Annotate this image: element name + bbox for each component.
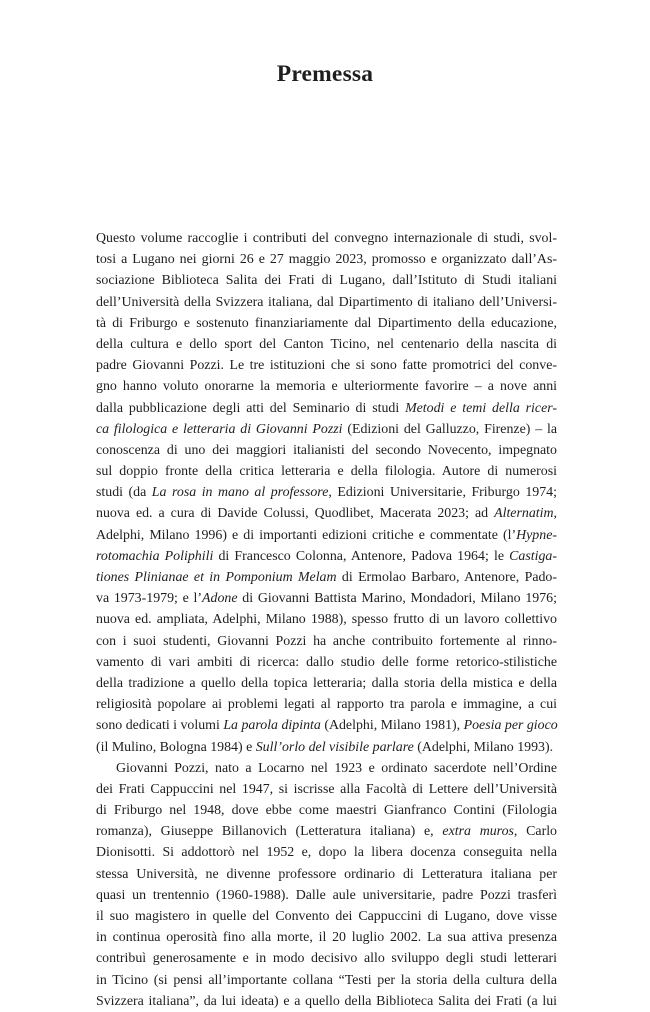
text-run: in Ticino (si pensi all’importante collana “Testi per la storia della cultura della bbox=[96, 972, 557, 988]
text-run: (il Mulino, Bologna 1984) e bbox=[96, 739, 256, 755]
text-run: dell’Università della Svizzera italiana, dal Dipartimento di italiano dell’Universi- bbox=[96, 294, 557, 310]
italic-text: Hypne- bbox=[516, 527, 557, 543]
text-line bbox=[96, 334, 557, 355]
text-run: nuova ed. ampliata, Adelphi, Milano 1988), spesso frutto di un lavoro collettivo bbox=[96, 612, 557, 628]
text-line bbox=[96, 376, 557, 397]
text-run: religiosità popolare ai problemi legati al rapporto tra parola e immagine, a cui bbox=[96, 697, 557, 713]
text-run: va 1973-1979; e l’ bbox=[96, 591, 203, 607]
text-line bbox=[96, 461, 557, 482]
text-line bbox=[96, 821, 557, 842]
italic-text: extra muros bbox=[442, 824, 514, 840]
text-line bbox=[96, 737, 557, 758]
paragraph bbox=[96, 228, 557, 758]
text-line bbox=[96, 482, 557, 503]
text-line bbox=[96, 715, 557, 736]
text-line bbox=[96, 546, 557, 567]
text-run: (Edizioni del Galluzzo, Firenze) – la bbox=[342, 421, 557, 437]
text-run: Svizzera italiana”, da lui ideata) e a quello della Biblioteca Salita dei Frati (a lui bbox=[96, 993, 557, 1009]
paragraph bbox=[96, 758, 557, 1012]
text-line bbox=[96, 652, 557, 673]
text-line bbox=[96, 609, 557, 630]
text-line bbox=[96, 270, 557, 291]
text-line bbox=[96, 525, 557, 546]
text-line bbox=[96, 355, 557, 376]
text-run: sociazione Biblioteca Salita dei Frati di Lugano, dall’Istituto di Studi italiani bbox=[96, 273, 557, 289]
text-run: (Adelphi, Milano 1981), bbox=[320, 718, 464, 734]
text-line bbox=[96, 864, 557, 885]
italic-text: ca filologica e letteraria di Giovanni Pozzi bbox=[96, 421, 343, 437]
text-run: il suo magistero in quelle del Convento dei Cappuccini di Lugano, dove visse bbox=[96, 909, 557, 924]
text-run: , Edizioni Universitarie, Friburgo 1974; bbox=[328, 485, 557, 501]
text-run: nuova ed. a cura di Davide Colussi, Quodlibet, Macerata 2023; ad bbox=[96, 506, 495, 522]
italic-text: Alternatim bbox=[494, 506, 554, 522]
text-line bbox=[96, 588, 557, 609]
italic-text: rotomachia Poliphili bbox=[96, 548, 214, 564]
text-run: stessa Università, ne divenne professore ordinario di Letteratura italiana per bbox=[96, 866, 557, 882]
text-line bbox=[96, 970, 557, 991]
text-line bbox=[96, 313, 557, 334]
text-run: di Francesco Colonna, Antenore, Padova 1964; le bbox=[213, 548, 510, 564]
text-run: quasi un trentennio (1960-1988). Dalle aule universitarie, padre Pozzi trasferì bbox=[96, 887, 557, 903]
italic-text: Castiga- bbox=[509, 548, 557, 564]
text-line bbox=[96, 800, 557, 821]
text-run: della cultura e dello sport del Canton Ticino, nel centenario della nascita di bbox=[96, 336, 557, 352]
italic-text: Sull’orlo del visibile parlare bbox=[255, 739, 414, 755]
text-run: dei Frati Cappuccini nel 1947, si iscrisse alla Facoltà di Lettere dell’Università bbox=[96, 781, 557, 797]
text-line bbox=[96, 503, 557, 524]
text-line bbox=[96, 779, 557, 800]
text-line bbox=[96, 398, 557, 419]
text-run: , bbox=[553, 506, 557, 522]
text-run: gno hanno voluto onorarne la memoria e ulteriormente favorire – a nove anni bbox=[96, 379, 557, 395]
italic-text: Metodi e temi della ricer- bbox=[405, 400, 557, 416]
text-run: tà di Friburgo e sostenuto finanziariamente dal Dipartimento della educazione, bbox=[96, 315, 557, 331]
text-line bbox=[96, 927, 557, 948]
italic-text: Adone bbox=[202, 591, 238, 607]
text-run: Dionisotti. Si addottorò nel 1952 e, dopo la libera docenza conseguita nella bbox=[96, 845, 557, 861]
text-run: di Friburgo nel 1948, dove ebbe come maestri Gianfranco Contini (Filologia bbox=[96, 803, 557, 819]
text-line bbox=[96, 228, 557, 249]
text-line bbox=[96, 567, 557, 588]
text-run: di Ermolao Barbaro, Antenore, Pado- bbox=[336, 570, 557, 585]
text-run: Questo volume raccoglie i contributi del convegno internazionale di studi, svol- bbox=[96, 231, 557, 246]
text-run: dalla pubblicazione degli atti del Seminario di studi bbox=[96, 400, 406, 416]
text-run: tosi a Lugano nei giorni 26 e 27 maggio 2023, promosso e organizzato dall’As- bbox=[96, 252, 557, 268]
text-line bbox=[96, 440, 557, 461]
text-run: , Carlo bbox=[513, 824, 558, 840]
text-run: con i suoi studenti, Giovanni Pozzi ha anche contribuito fortemente al rinno- bbox=[96, 633, 557, 649]
text-line bbox=[96, 842, 557, 863]
text-run: Giovanni Pozzi, nato a Locarno nel 1923 e ordinato sacerdote nell’Ordine bbox=[116, 760, 557, 776]
text-line bbox=[96, 758, 557, 779]
text-run: sul doppio fronte della critica letteraria e della filologia. Autore di numerosi bbox=[96, 464, 557, 480]
text-run: sono dedicati i volumi bbox=[96, 718, 224, 734]
text-line bbox=[96, 419, 557, 440]
text-run: vamento di vari ambiti di ricerca: dallo studio delle forme retorico-stilistiche bbox=[96, 654, 557, 670]
text-run: della tradizione a quello della topica letteraria; dalla storia della mistica e della bbox=[96, 675, 557, 691]
text-run: contribuì generosamente e in modo decisivo allo sviluppo degli studi letterari bbox=[96, 951, 557, 967]
italic-text: La parola dipinta bbox=[223, 718, 321, 734]
text-run: in continua operosità fino alla morte, il 20 luglio 2002. La sua attiva presenza bbox=[96, 930, 557, 946]
text-run: padre Giovanni Pozzi. Le tre istituzioni che si sono fatte promotrici del conve- bbox=[96, 358, 557, 374]
text-run: Adelphi, Milano 1996) e di importanti edizioni critiche e commentate (l’ bbox=[96, 527, 517, 543]
italic-text: La rosa in mano al professore bbox=[151, 485, 329, 501]
text-line bbox=[96, 885, 557, 906]
text-run: conoscenza di uno dei maggiori italianisti del secondo Novecento, impegnato bbox=[96, 442, 557, 458]
italic-text: tiones Plinianae et in Pomponium Melam bbox=[96, 570, 337, 585]
text-run: (Adelphi, Milano 1993). bbox=[413, 739, 554, 755]
text-line bbox=[96, 292, 557, 313]
text-line bbox=[96, 991, 557, 1012]
body-text bbox=[96, 228, 557, 1012]
italic-text: Poesia per gioco bbox=[463, 718, 558, 734]
text-run: studi (da bbox=[96, 485, 152, 501]
text-run: di Giovanni Battista Marino, Mondadori, Milano 1976; bbox=[237, 591, 557, 607]
text-run: romanza), Giuseppe Billanovich (Letteratura italiana) e, bbox=[96, 824, 443, 840]
text-line bbox=[96, 249, 557, 270]
text-line bbox=[96, 631, 557, 652]
page-title: Premessa bbox=[276, 60, 374, 87]
text-line bbox=[96, 948, 557, 969]
text-line bbox=[96, 673, 557, 694]
text-line bbox=[96, 694, 557, 715]
